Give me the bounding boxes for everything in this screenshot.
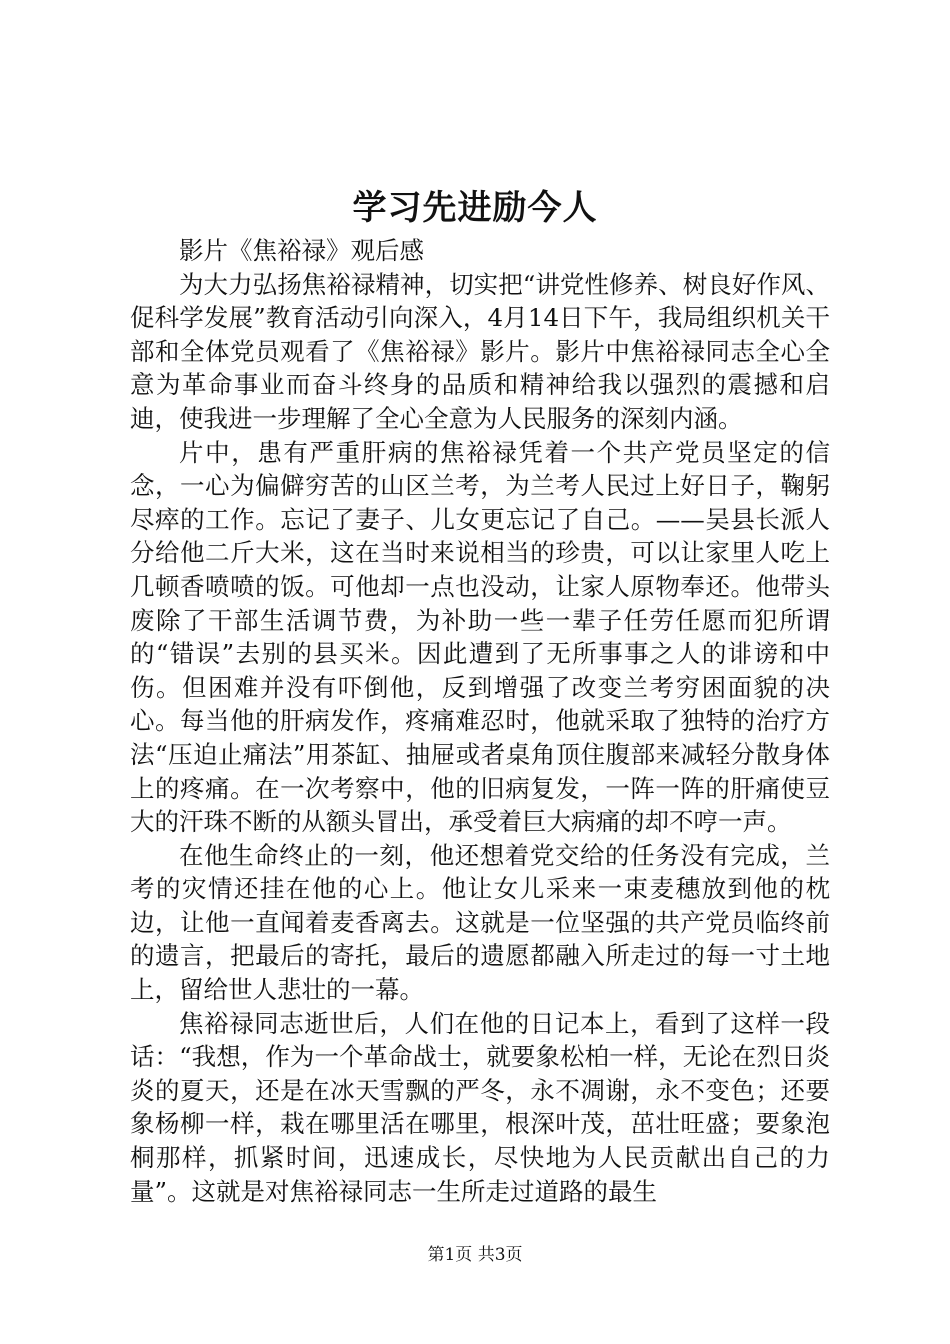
document-body [130,234,830,1208]
paragraph: 为大力弘扬焦裕禄精神，切实把“讲党性修养、树良好作风、促科学发展”教育活动引向深入，4月14日下午，我局组织机关干部和全体党员观看了《焦裕禄》影片。影片中焦裕禄同志全心全意为革命事业而奋斗终身的品质和精神给我以强烈的震撼和启迪，使我进一步理解了全心全意为人民服务的深刻内涵。 [130,269,830,433]
paragraph: 焦裕禄同志逝世后，人们在他的日记本上，看到了这样一段话：“我想，作为一个革命战士，就要象松柏一样，无论在烈日炎炎的夏天，还是在冰天雪飘的严冬，永不凋谢，永不变色；还要象杨柳一样，栽在哪里活在哪里，根深叶茂，茁壮旺盛；要象泡桐那样，抓紧时间，迅速成长，尽快地为人民贡献出自己的力量”。这就是对焦裕禄同志一生所走过道路的最生 [130,1008,830,1206]
page-footer: 第1页 共3页 [427,1245,523,1265]
paragraph: 片中，患有严重肝病的焦裕禄凭着一个共产党员坚定的信念，一心为偏僻穷苦的山区兰考，为兰考人民过上好日子，鞠躬尽瘁的工作。忘记了妻子、儿女更忘记了自己。——吴县长派人分给他二斤大米，这在当时来说相当的珍贵，可以让家里人吃上几顿香喷喷的饭。可他却一点也没动，让家人原物奉还。他带头废除了干部生活调节费，为补助一些一辈子任劳任愿而犯所谓的“错误”去别的县买米。因此遭到了无所事事之人的诽谤和中伤。但困难并没有吓倒他，反到增强了改变兰考穷困面貌的决心。每当他的肝病发作，疼痛难忍时，他就采取了独特的治疗方法“压迫止痛法”用茶缸、抽屉或者桌角顶住腹部来减轻分散身体上的疼痛。在一次考察中，他的旧病复发，一阵一阵的肝痛使豆大的汗珠不断的从额头冒出，承受着巨大病痛的却不哼一声。 [130,437,830,837]
paragraph-subtitle: 影片《焦裕禄》观后感 [179,236,424,265]
document-title: 学习先进励今人 [352,188,598,228]
paragraph: 在他生命终止的一刻，他还想着党交给的任务没有完成，兰考的灾情还挂在他的心上。他让女儿采来一束麦穗放到他的枕边，让他一直闻着麦香离去。这就是一位坚强的共产党员临终前的遗言，把最后的寄托，最后的遗愿都融入所走过的每一寸土地上，留给世人悲壮的一幕。 [130,840,830,1005]
